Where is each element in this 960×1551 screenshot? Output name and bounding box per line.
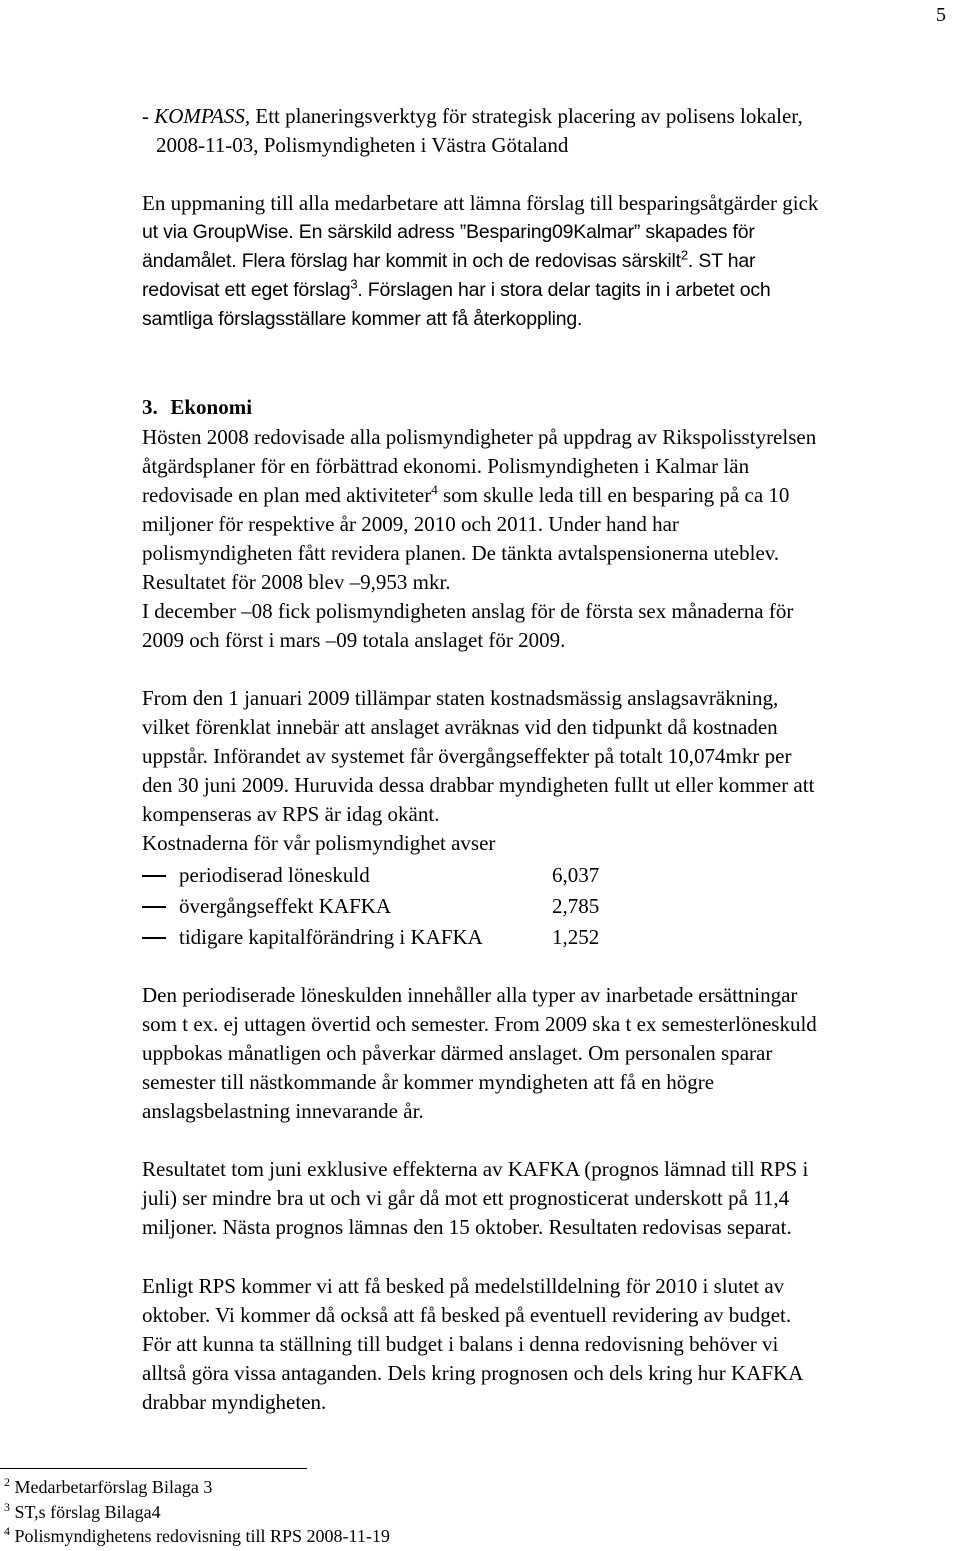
paragraph-line: polismyndigheten fått revidera planen. De tänkta avtalspensionerna uteblev.: [142, 541, 780, 565]
footnote-text: ST,s förslag Bilaga4: [14, 1502, 161, 1522]
paragraph-line: vilket förenklat innebär att anslaget avräknas vid den tidpunkt då kostnaden: [142, 715, 778, 739]
footnote-ref: 3: [350, 276, 358, 292]
dash-bullet: [142, 906, 166, 908]
paragraph-line: En uppmaning till alla medarbetare att lämna förslag till besparingsåtgärder gick: [142, 191, 819, 215]
paragraph-line: kompenseras av RPS är idag okänt.: [142, 802, 440, 826]
footnote: [4, 1500, 161, 1524]
footnote-ref: 4: [431, 482, 438, 497]
paragraph-line: ut via GroupWise. En särskild adress ”Besparing09Kalmar” skapades för: [142, 221, 755, 243]
cost-value: 2,785: [552, 894, 600, 918]
paragraph-line: miljoner för respektive år 2009, 2010 och 2011. Under hand har: [142, 512, 679, 536]
cost-label: tidigare kapitalförändring i KAFKA: [179, 925, 483, 949]
paragraph-line: Hösten 2008 redovisade alla polismyndigheter på uppdrag av Rikspolisstyrelsen: [142, 425, 817, 449]
footnote-number: 4: [4, 1524, 10, 1538]
section-title: Ekonomi: [170, 395, 253, 419]
footnote-number: 3: [4, 1500, 10, 1514]
footnote-separator: [0, 1468, 307, 1469]
footnote: [4, 1475, 212, 1499]
paragraph-line: redovisat ett eget förslag$^3$. Förslagen har i stora delar tagits in i arbetet och: [142, 276, 771, 301]
footnote-number: 2: [4, 1475, 10, 1489]
cost-value: 6,037: [552, 863, 600, 887]
footnote: [4, 1524, 390, 1548]
paragraph-line: juli) ser mindre bra ut och vi går då mot ett prognosticerat underskott på 11,4: [142, 1186, 790, 1210]
footnote-ref: 2: [680, 247, 688, 263]
paragraph-line: samtliga förslagsställare kommer att få återkoppling.: [142, 308, 583, 330]
kompass-title: KOMPASS,: [154, 104, 251, 128]
cost-item: [142, 923, 622, 952]
paragraph-line: From den 1 januari 2009 tillämpar staten kostnadsmässig anslagsavräkning,: [142, 686, 779, 710]
section-number: 3.: [142, 395, 158, 419]
cost-label: övergångseffekt KAFKA: [179, 894, 392, 918]
paragraph-line: För att kunna ta ställning till budget i balans i denna redovisning behöver vi: [142, 1332, 779, 1356]
list-item-line: 2008-11-03, Polismyndigheten i Västra Götaland: [156, 133, 569, 157]
list-dash: -: [142, 104, 155, 128]
paragraph-line: ändamålet. Flera förslag har kommit in och de redovisas särskilt$^2$. ST har: [142, 247, 756, 272]
section-heading: [142, 393, 252, 422]
paragraph-line: uppstår. Införandet av systemet får övergångseffekter på totalt 10,074mkr per: [142, 744, 792, 768]
dash-bullet: [142, 937, 166, 939]
paragraph-line: anslagsbelastning innevarande år.: [142, 1099, 424, 1123]
page-number: 5: [936, 4, 946, 26]
footnote-text: Polismyndighetens redovisning till RPS 2008-11-19: [14, 1526, 390, 1546]
paragraph-line: alltså göra vissa antaganden. Dels kring prognosen och dels kring hur KAFKA: [142, 1361, 804, 1385]
paragraph-line: Enligt RPS kommer vi att få besked på medelstilldelning för 2010 i slutet av: [142, 1274, 785, 1298]
cost-value: 1,252: [552, 925, 600, 949]
dash-bullet: [142, 875, 166, 877]
cost-item: [142, 861, 622, 890]
paragraph-line: I december –08 fick polismyndigheten anslag för de första sex månaderna för: [142, 599, 794, 623]
paragraph-line: drabbar myndigheten.: [142, 1390, 327, 1414]
paragraph-line: den 30 juni 2009. Huruvida dessa drabbar myndigheten fullt ut eller kommer att: [142, 773, 815, 797]
paragraph-line: semester till nästkommande år kommer myndigheten att få en högre: [142, 1070, 715, 1094]
paragraph-line: Kostnaderna för vår polismyndighet avser: [142, 831, 496, 855]
cost-label: periodiserad löneskuld: [179, 863, 370, 887]
paragraph-line: uppbokas månatligen och påverkar därmed anslaget. Om personalen sparar: [142, 1041, 773, 1065]
paragraph-line: redovisade en plan med aktiviteter$^4$ som skulle leda till en besparing på ca 10: [142, 482, 790, 507]
paragraph-line: miljoner. Nästa prognos lämnas den 15 oktober. Resultaten redovisas separat.: [142, 1215, 792, 1239]
paragraph-line: 2009 och först i mars –09 totala anslaget för 2009.: [142, 628, 566, 652]
paragraph-line: oktober. Vi kommer då också att få besked på eventuell revidering av budget.: [142, 1303, 792, 1327]
cost-item: [142, 892, 622, 921]
paragraph-line: Resultatet tom juni exklusive effekterna av KAFKA (prognos lämnad till RPS i: [142, 1157, 809, 1181]
paragraph-line: Resultatet för 2008 blev –9,953 mkr.: [142, 570, 451, 594]
paragraph-line: åtgärdsplaner för en förbättrad ekonomi. Polismyndigheten i Kalmar län: [142, 454, 750, 478]
footnote-text: Medarbetarförslag Bilaga 3: [14, 1477, 213, 1497]
list-item-kompass: - KOMPASS, Ett planeringsverktyg för strategisk placering av polisens lokaler,: [142, 104, 803, 128]
paragraph-line: Den periodiserade löneskulden innehåller alla typer av inarbetade ersättningar: [142, 983, 798, 1007]
paragraph-line: som t ex. ej uttagen övertid och semester. From 2009 ska t ex semesterlöneskuld: [142, 1012, 817, 1036]
